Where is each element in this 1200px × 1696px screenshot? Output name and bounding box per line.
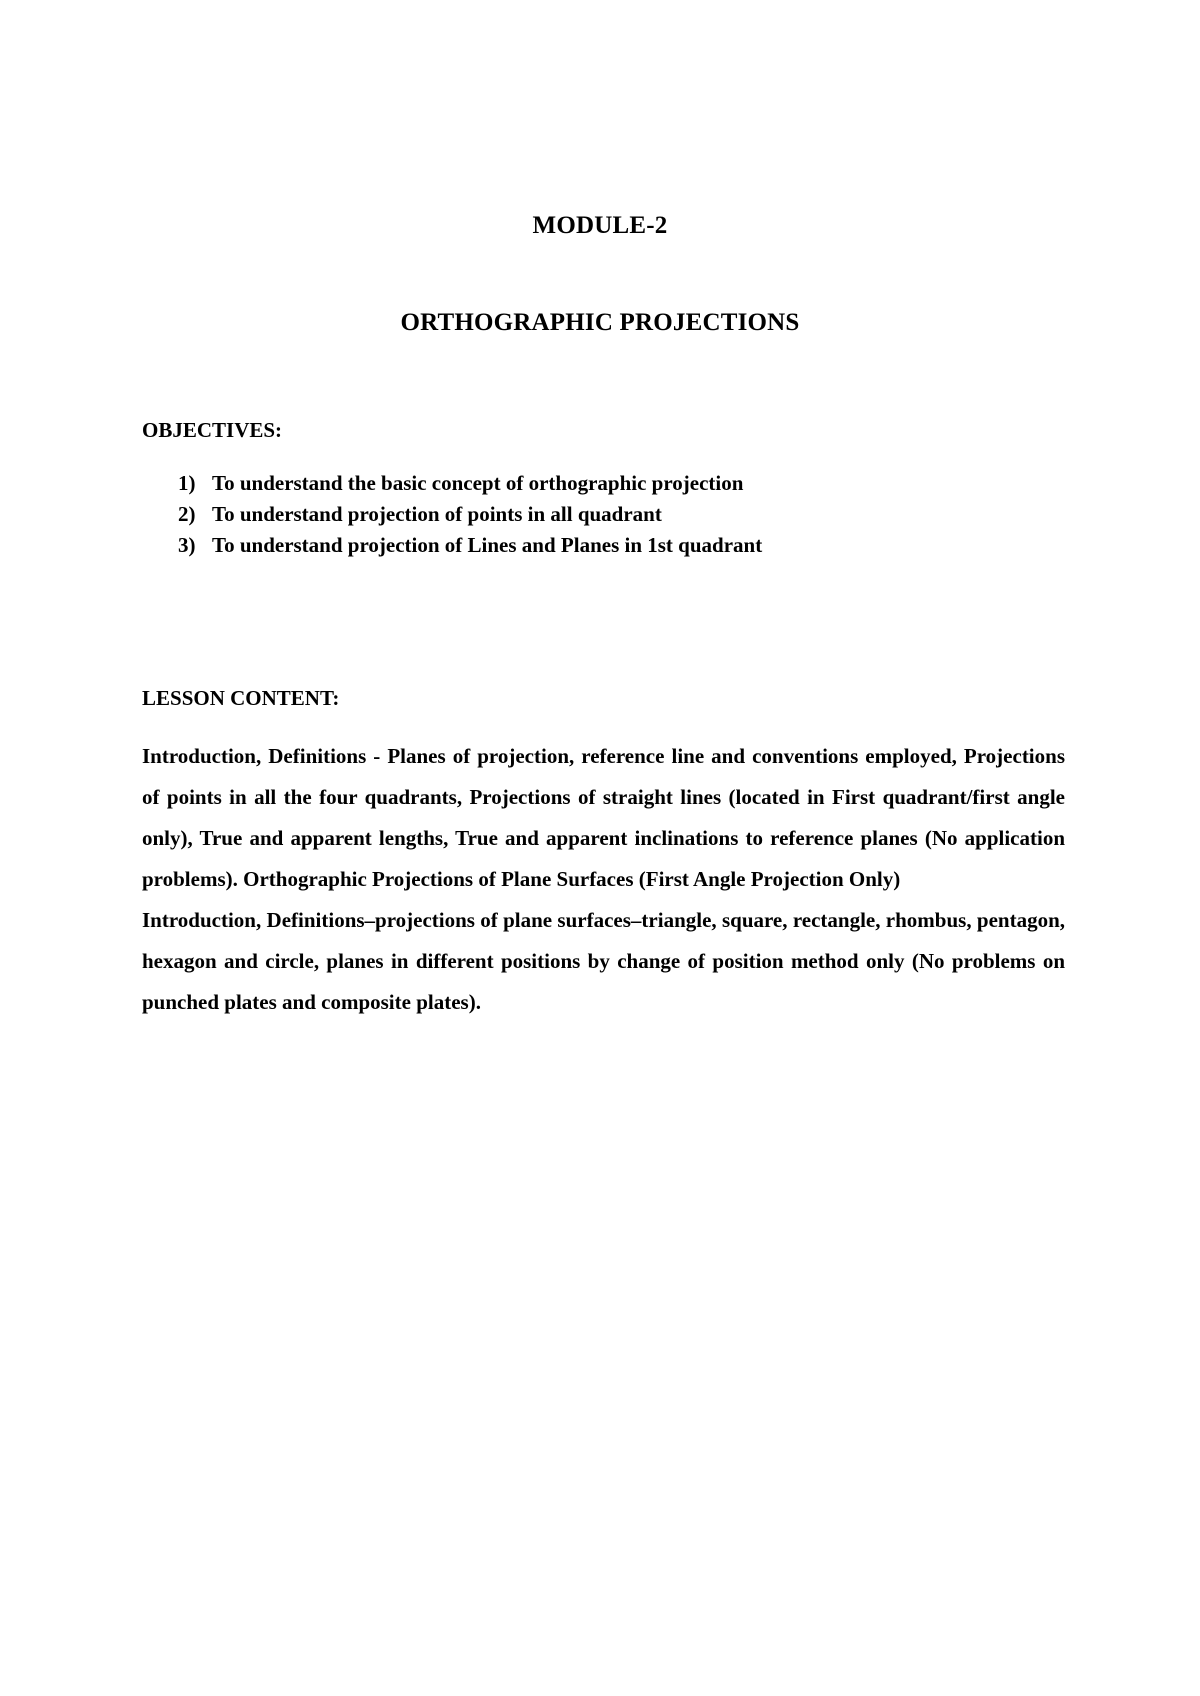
objective-item [178, 530, 762, 561]
lesson-paragraph: Introduction, Definitions - Planes of projection, reference line and conventions employed, Projections of points in all the four quadrants, Projections of straight lines (located in First quadrant/first angle only), True and apparent lengths, True and apparent inclinations to reference planes (No application problems). Orthographic Projections of Plane Surfaces (First Angle Projection Only) [142, 744, 1065, 891]
objectives-list [178, 468, 762, 561]
objective-text: To understand projection of Lines and Planes in 1st quadrant [212, 533, 763, 557]
lesson-content-heading: LESSON CONTENT: [142, 686, 340, 710]
objective-number: 3) [178, 533, 196, 557]
lesson-content-body [142, 736, 1065, 1023]
objectives-heading: OBJECTIVES: [142, 418, 283, 442]
objective-text: To understand the basic concept of orthographic projection [212, 471, 744, 495]
objective-item [178, 468, 762, 499]
lesson-paragraph: Introduction, Definitions–projections of plane surfaces–triangle, square, rectangle, rhombus, pentagon, hexagon and circle, planes in different positions by change of position method only (No problems on punched plates and composite plates). [142, 908, 1065, 1014]
module-title: MODULE-2 [532, 212, 668, 239]
objective-item [178, 499, 762, 530]
objective-number: 1) [178, 471, 196, 495]
chapter-title: ORTHOGRAPHIC PROJECTIONS [400, 309, 800, 336]
objective-text: To understand projection of points in all quadrant [212, 502, 662, 526]
objective-number: 2) [178, 502, 196, 526]
